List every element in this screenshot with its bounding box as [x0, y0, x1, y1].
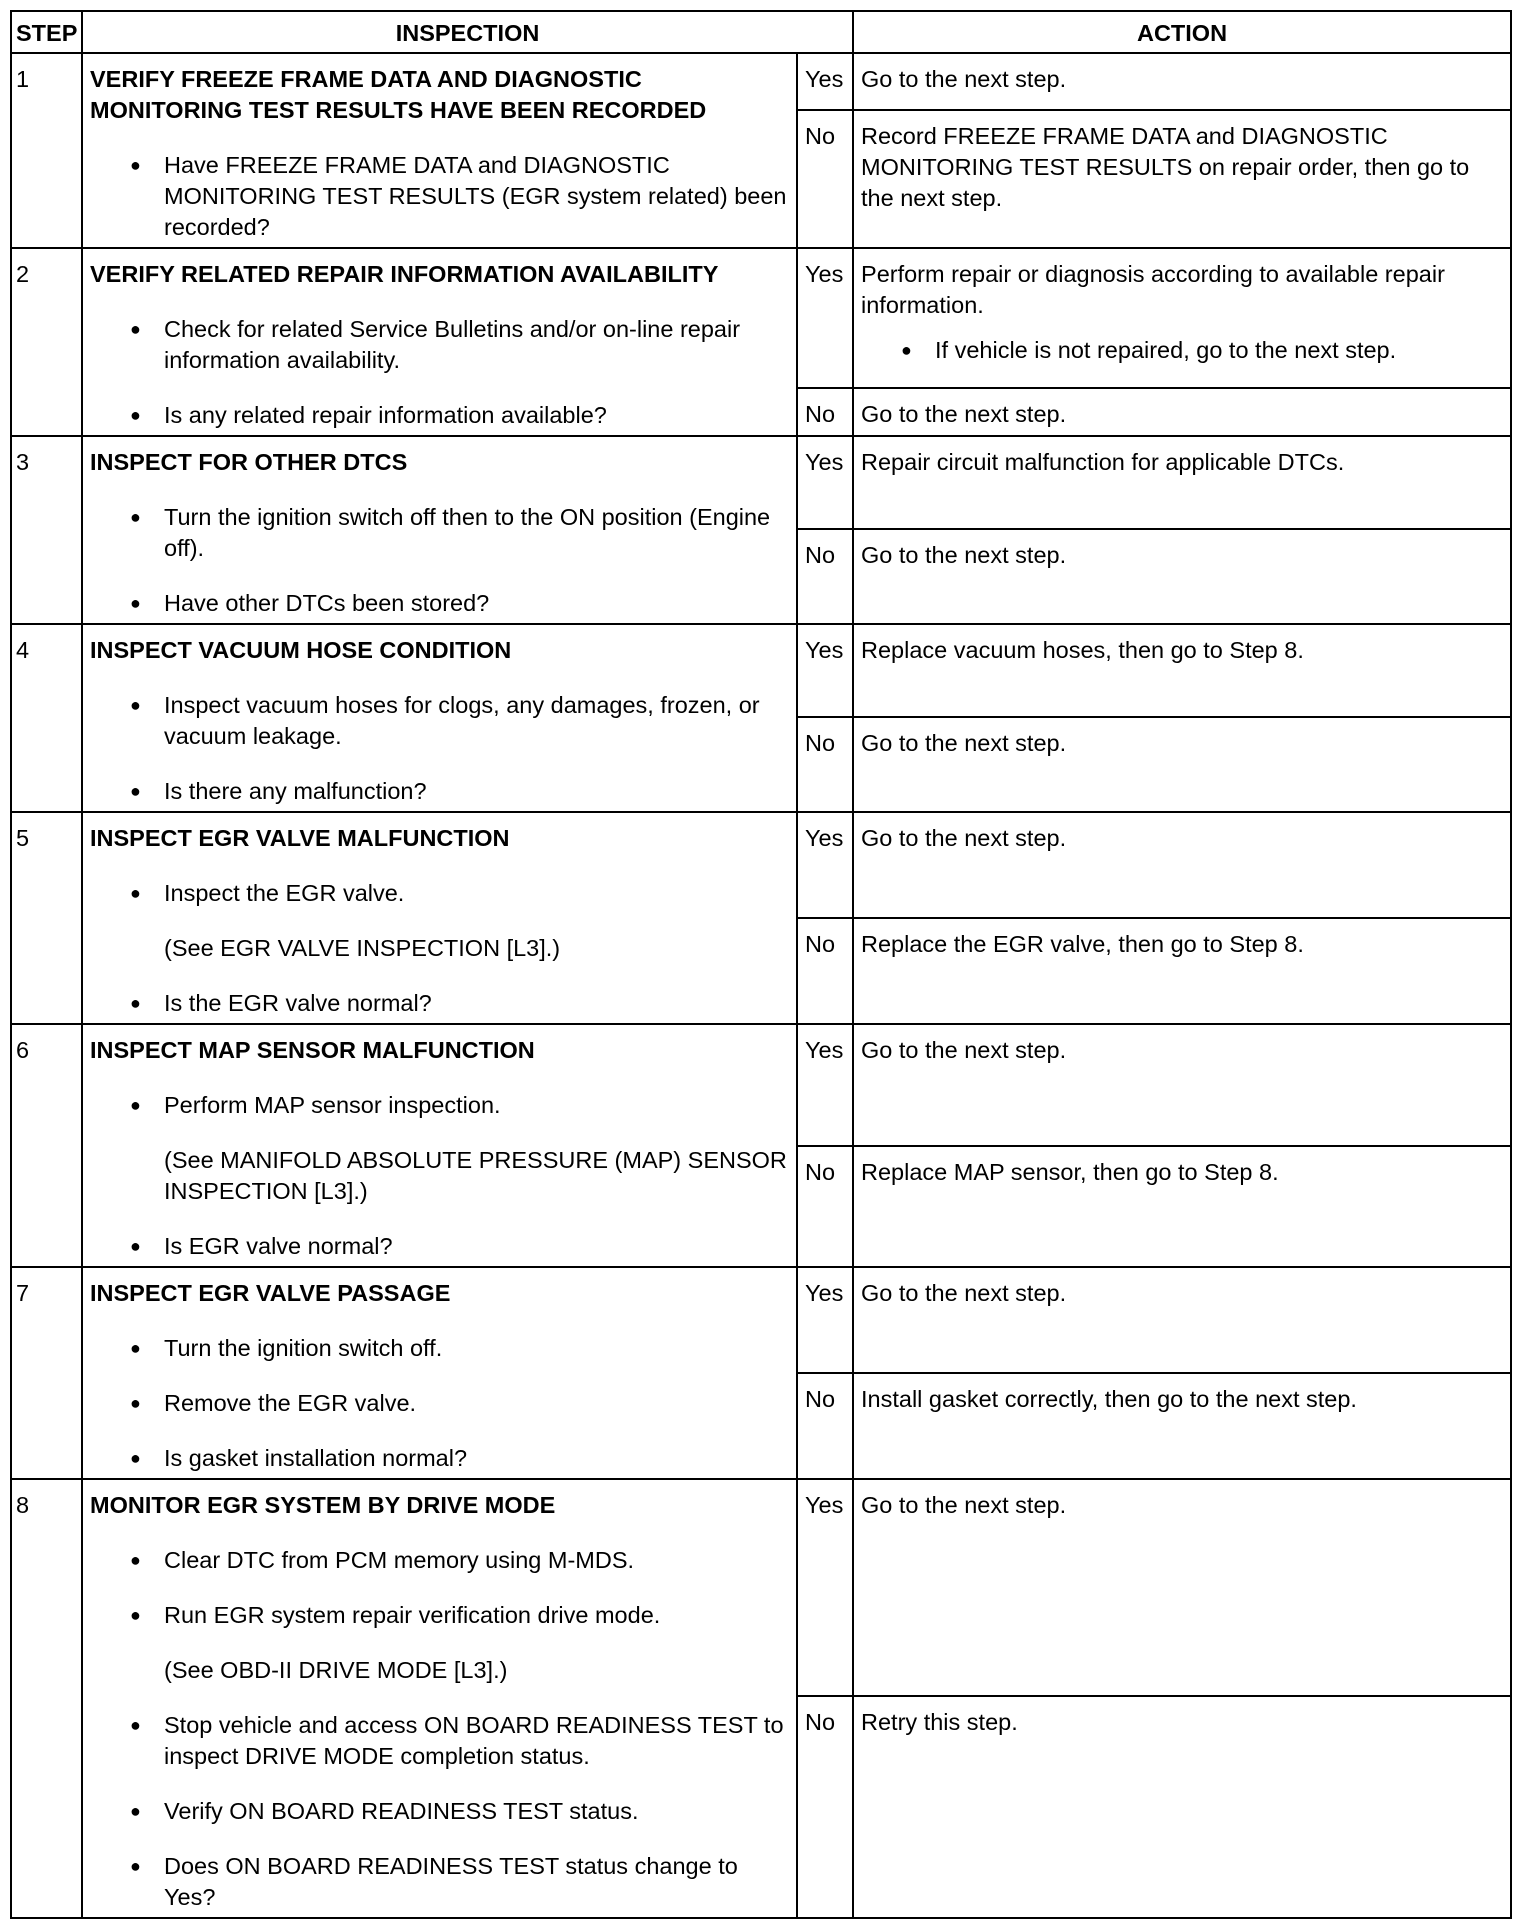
- no-label: No: [797, 529, 853, 624]
- inspection-list: [90, 150, 789, 243]
- diagnostic-procedure-document: [10, 10, 1510, 1919]
- inspection-item: ● Verify ON BOARD READINESS TEST status.: [90, 1796, 789, 1827]
- no-action: Go to the next step.: [853, 388, 1511, 436]
- no-action: Record FREEZE FRAME DATA and DIAGNOSTIC MONITORING TEST RESULTS on repair order, then go to the next step.: [853, 110, 1511, 248]
- inspection-item: ● Inspect the EGR valve.: [90, 878, 789, 909]
- no-action: Go to the next step.: [853, 717, 1511, 812]
- inspection-item: ● Stop vehicle and access ON BOARD READINESS TEST to inspect DRIVE MODE completion status.: [90, 1710, 789, 1772]
- inspection-item: ● Is there any malfunction?: [90, 776, 789, 807]
- diagnostic-table: [10, 10, 1512, 1919]
- inspection-item: ● Does ON BOARD READINESS TEST status change to Yes?: [90, 1851, 789, 1913]
- table-row: [11, 1479, 1511, 1696]
- inspection-item: ● Turn the ignition switch off then to the ON position (Engine off).: [90, 502, 789, 564]
- inspection-item: ● Is the EGR valve normal?: [90, 988, 789, 1019]
- action-item: ● If vehicle is not repaired, go to the next step.: [861, 335, 1503, 366]
- yes-action: Go to the next step.: [853, 812, 1511, 918]
- table-row: [11, 53, 1511, 110]
- no-action: Replace MAP sensor, then go to Step 8.: [853, 1146, 1511, 1268]
- yes-label: Yes: [797, 248, 853, 388]
- header-step: STEP: [11, 11, 82, 53]
- inspection-item: ● Inspect vacuum hoses for clogs, any damages, frozen, or vacuum leakage.: [90, 690, 789, 752]
- no-label: No: [797, 388, 853, 436]
- step-number: 4: [11, 624, 82, 812]
- table-row: [11, 1024, 1511, 1146]
- step-title: VERIFY FREEZE FRAME DATA AND DIAGNOSTIC MONITORING TEST RESULTS HAVE BEEN RECORDED: [90, 66, 707, 123]
- step-inspection: [82, 1267, 797, 1479]
- no-label: No: [797, 1373, 853, 1479]
- yes-label: Yes: [797, 1479, 853, 1696]
- inspection-note: (See OBD-II DRIVE MODE [L3].): [164, 1657, 508, 1683]
- step-title: VERIFY RELATED REPAIR INFORMATION AVAILABILITY: [90, 261, 719, 287]
- inspection-item: ● Check for related Service Bulletins and/or on-line repair information availability.: [90, 314, 789, 376]
- inspection-list: [90, 502, 789, 619]
- step-inspection: [82, 53, 797, 248]
- table-row: [11, 1267, 1511, 1373]
- step-inspection: [82, 248, 797, 436]
- no-label: No: [797, 717, 853, 812]
- step-number: 1: [11, 53, 82, 248]
- step-inspection: [82, 812, 797, 1024]
- yes-action: Go to the next step.: [853, 1479, 1511, 1696]
- yes-action: Go to the next step.: [853, 1267, 1511, 1373]
- yes-label: Yes: [797, 1024, 853, 1146]
- inspection-list: [90, 690, 789, 807]
- step-number: 5: [11, 812, 82, 1024]
- yes-action: Go to the next step.: [853, 1024, 1511, 1146]
- step-title: INSPECT VACUUM HOSE CONDITION: [90, 637, 512, 663]
- step-number: 2: [11, 248, 82, 436]
- yes-label: Yes: [797, 1267, 853, 1373]
- inspection-list: [90, 314, 789, 431]
- inspection-item: ● Is EGR valve normal?: [90, 1231, 789, 1262]
- yes-action: [853, 248, 1511, 388]
- inspection-item: ● Perform MAP sensor inspection.: [90, 1090, 789, 1121]
- table-header-row: [11, 11, 1511, 53]
- inspection-note: (See MANIFOLD ABSOLUTE PRESSURE (MAP) SENSOR INSPECTION [L3].): [164, 1147, 787, 1204]
- yes-label: Yes: [797, 53, 853, 110]
- inspection-list: [90, 1090, 789, 1262]
- yes-action-text: Perform repair or diagnosis according to available repair information.: [861, 261, 1445, 318]
- step-number: 7: [11, 1267, 82, 1479]
- step-title: INSPECT FOR OTHER DTCS: [90, 449, 408, 475]
- step-title: INSPECT EGR VALVE PASSAGE: [90, 1280, 451, 1306]
- inspection-item: ● Have other DTCs been stored?: [90, 588, 789, 619]
- inspection-item: ● Is any related repair information available?: [90, 400, 789, 431]
- no-label: No: [797, 110, 853, 248]
- table-row: [11, 248, 1511, 388]
- inspection-list: [90, 878, 789, 1019]
- step-title: INSPECT MAP SENSOR MALFUNCTION: [90, 1037, 535, 1063]
- step-inspection: [82, 624, 797, 812]
- step-inspection: [82, 436, 797, 624]
- inspection-list: [90, 1545, 789, 1913]
- yes-action: Replace vacuum hoses, then go to Step 8.: [853, 624, 1511, 717]
- header-action: ACTION: [853, 11, 1511, 53]
- inspection-item: ● Clear DTC from PCM memory using M-MDS.: [90, 1545, 789, 1576]
- inspection-note: (See EGR VALVE INSPECTION [L3].): [164, 935, 561, 961]
- inspection-list: [90, 1333, 789, 1474]
- no-label: No: [797, 918, 853, 1024]
- header-inspection: INSPECTION: [82, 11, 853, 53]
- step-title: MONITOR EGR SYSTEM BY DRIVE MODE: [90, 1492, 556, 1518]
- step-number: 8: [11, 1479, 82, 1918]
- table-row: [11, 812, 1511, 918]
- step-number: 3: [11, 436, 82, 624]
- no-action: Install gasket correctly, then go to the next step.: [853, 1373, 1511, 1479]
- yes-label: Yes: [797, 436, 853, 529]
- inspection-item: ● Have FREEZE FRAME DATA and DIAGNOSTIC MONITORING TEST RESULTS (EGR system related) been recorded?: [90, 150, 789, 243]
- table-row: [11, 436, 1511, 529]
- inspection-item: ● Run EGR system repair verification drive mode.: [90, 1600, 789, 1631]
- step-title: INSPECT EGR VALVE MALFUNCTION: [90, 825, 510, 851]
- no-label: No: [797, 1146, 853, 1268]
- inspection-item: ● Remove the EGR valve.: [90, 1388, 789, 1419]
- inspection-item: ● Is gasket installation normal?: [90, 1443, 789, 1474]
- yes-action: Go to the next step.: [853, 53, 1511, 110]
- yes-label: Yes: [797, 624, 853, 717]
- inspection-item: ● Turn the ignition switch off.: [90, 1333, 789, 1364]
- yes-label: Yes: [797, 812, 853, 918]
- yes-action: Repair circuit malfunction for applicable DTCs.: [853, 436, 1511, 529]
- step-inspection: [82, 1479, 797, 1918]
- step-inspection: [82, 1024, 797, 1267]
- no-action: Retry this step.: [853, 1696, 1511, 1918]
- no-action: Go to the next step.: [853, 529, 1511, 624]
- table-row: [11, 624, 1511, 717]
- no-label: No: [797, 1696, 853, 1918]
- step-number: 6: [11, 1024, 82, 1267]
- no-action: Replace the EGR valve, then go to Step 8.: [853, 918, 1511, 1024]
- action-list: [861, 335, 1503, 366]
